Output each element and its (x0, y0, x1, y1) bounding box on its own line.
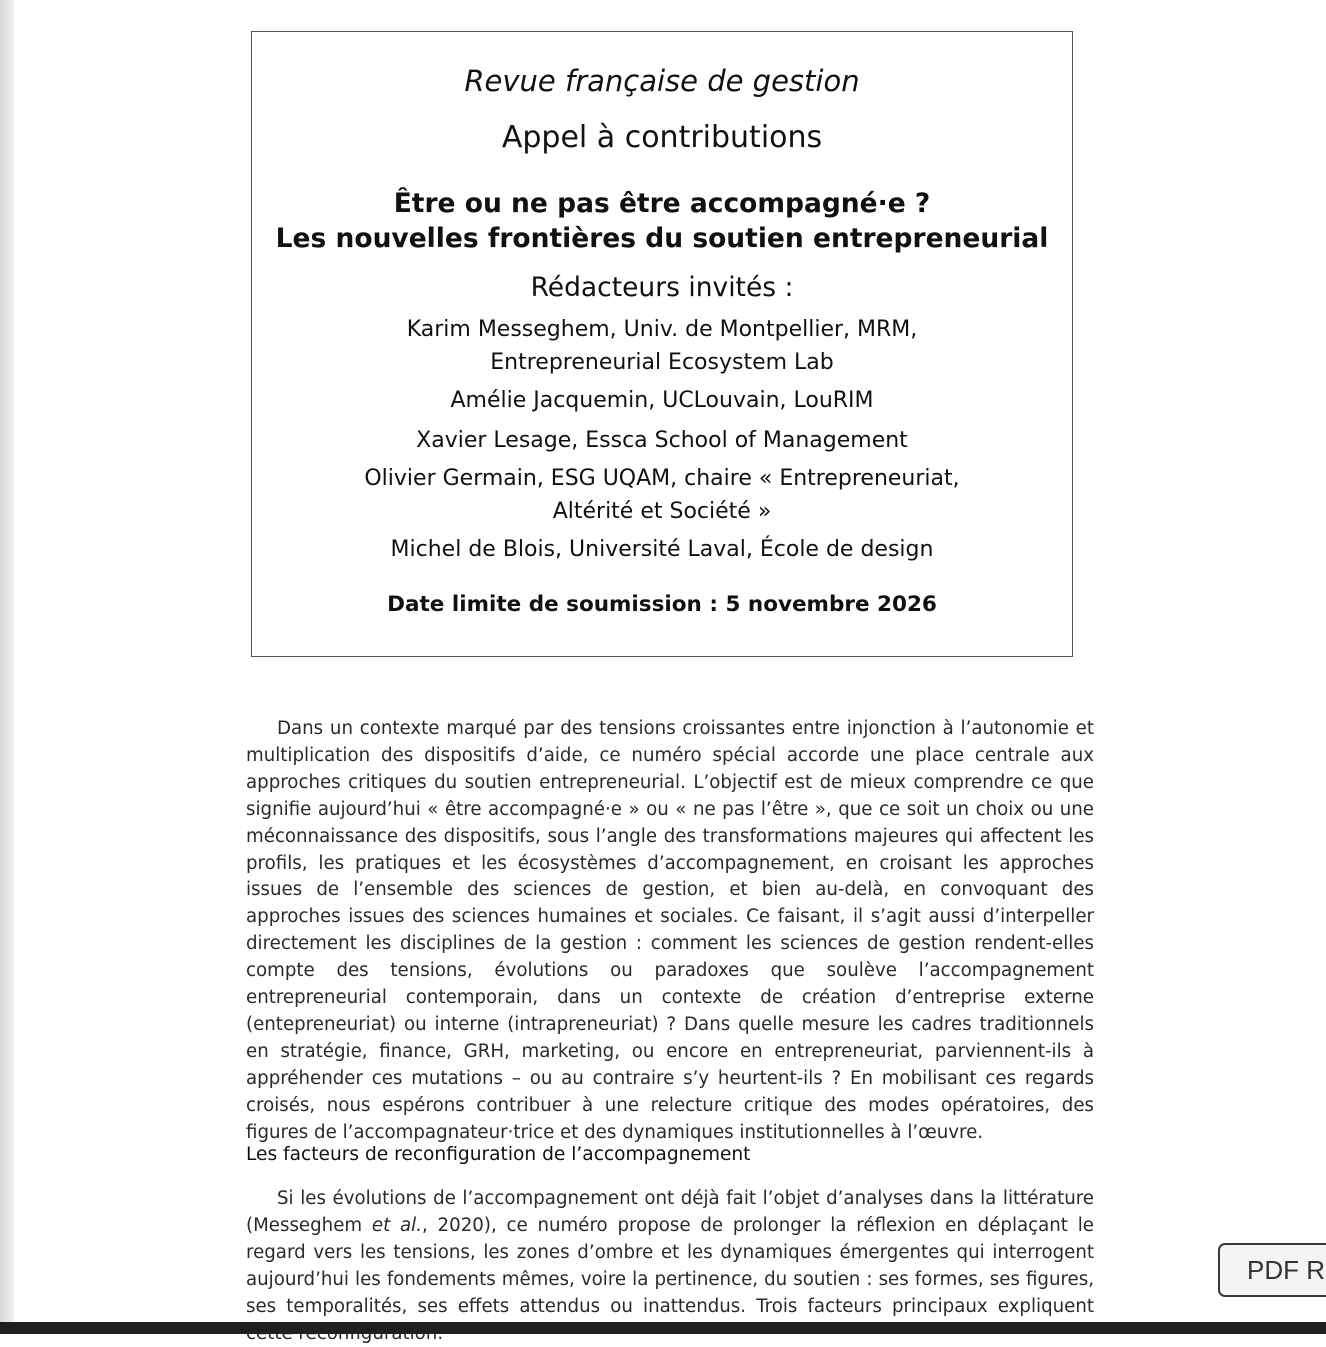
document-page (14, 0, 1326, 1322)
paragraph-text: Si les évolutions de l’accompagnement ont déjà fait l’objet d’analyses dans la littérature (Messeghem (246, 1188, 1094, 1236)
section-heading: Les facteurs de reconfiguration de l’accompagnement (246, 1144, 751, 1165)
citation-et-al: et al. (371, 1214, 422, 1236)
special-issue-title (252, 186, 1072, 256)
title-line-1: Être ou ne pas être accompagné·e ? (393, 188, 931, 219)
viewer-bottom-bar (0, 1322, 1326, 1334)
editor-line: Altérité et Société » (552, 499, 772, 524)
paragraph-text: , 2020), ce numéro propose de prolonger la réflexion en déplaçant le regard vers les tensions, les zones d’ombre et les dynamiques émergentes qui interrogent aujourd’hui les fondements mêmes, voire la pertinence, du soutien : ses formes, ses figures, ses temporalités, ses effets attendus ou inattendus. Trois facteurs principaux expliquent (246, 1214, 1094, 1317)
deadline-label: Date limite de soumission : (387, 592, 718, 617)
title-line-2: Les nouvelles frontières du soutien entrepreneurial (275, 223, 1049, 254)
intro-paragraph: Dans un contexte marqué par des tensions croissantes entre injonction à l’autonomie et multiplication des dispositifs d’aide, ce numéro spécial accorde une place centrale aux approches critiques du soutien entrepreneurial. L’objectif est de mieux comprendre ce que signifie aujourd’hui « être accompagné·e » ou « ne pas l’être », que ce soit un choix ou une méconnaissance des dispositifs, sous l’angle des transformations majeures qui affectent les profils, les pratiques et les écosystèmes d’accompagnement, en croisant les approches issues de l’ensemble des sciences de gestion, et bien au-delà, en convoquant des approches issues des sciences humaines et sociales. Ce faisant, il s’agit aussi d’interpeller directement les disciplines de la gestion : comment les sciences de gestion rendent-elles compte des tensions, évolutions ou paradoxes que soulève l’accompagnement entrepreneurial contemporain, dans un contexte de création d’entreprise externe (entepreneuriat) ou interne (intrapreneuriat) ? Dans quelle mesure les cadres traditionnels en stratégie, finance, GRH, marketing, ou encore en entrepreneuriat, parviennent-ils à appréhender ces mutations – ou au contraire s’y heurtent-ils ? En mobilisant ces regards croisés, nous espérons contribuer à une relecture critique des modes opératoires, des figures de l’accompagnateur·trice et des dynamiques institutionnelles à l’œuvre. (246, 718, 1094, 1143)
pdf-reader-button[interactable]: PDF R (1218, 1243, 1326, 1297)
editor-line: Karim Messeghem, Univ. de Montpellier, MRM, (406, 317, 918, 342)
title-box (251, 31, 1073, 657)
journal-name: Revue française de gestion (464, 64, 860, 98)
deadline-date: 5 novembre 2026 (725, 592, 937, 617)
editor-line: Amélie Jacquemin, UCLouvain, LouRIM (450, 388, 874, 413)
editor-line: Olivier Germain, ESG UQAM, chaire « Entrepreneuriat, (364, 466, 960, 491)
guest-editors-heading: Rédacteurs invités : (530, 272, 794, 303)
viewer-left-gutter (0, 0, 14, 1334)
submission-deadline (252, 592, 1072, 617)
editor-line: Xavier Lesage, Essca School of Management (416, 428, 908, 453)
call-for-papers-label: Appel à contributions (501, 120, 823, 155)
editor-line: Michel de Blois, Université Laval, École de design (390, 537, 934, 562)
editor-line: Entrepreneurial Ecosystem Lab (490, 350, 834, 375)
